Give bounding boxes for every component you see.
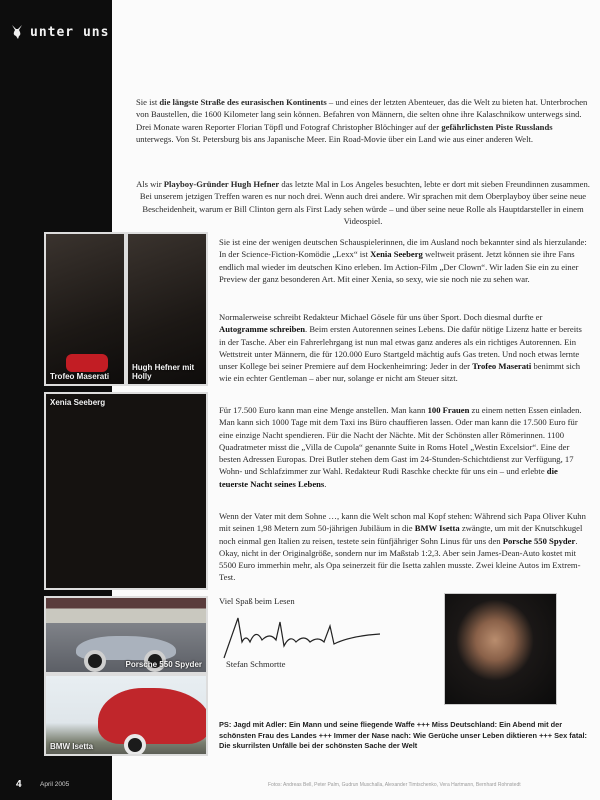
body-paragraph-rome: Für 17.500 Euro kann man eine Menge anstellen. Man kann 100 Frauen zu einem netten Essen einladen. Man kann sich 1000 Tage mit dem Taxi ins Büro chauffieren lassen. Oder man kann die 17.500 Euro für eine einzige Nacht spendieren. Für die Nacht der Nächte. Mit der Schönsten aller Römerinnen. 1100 Quadratmeter misst die „Villa de Cupola“ genannte Suite in Roms Hotel „Westin Excelsior“. Eine der besten Adressen Europas. Drei Butler stehen dem Gast im 24-Stunden-Schichtdienst zur Verfügung, 17 Wohn- und Schlafzimmer zur Wahl. Redakteur Rudi Raschke checkte für uns ein – und erlebte die teuerste Nacht seines Lebens. — [219, 405, 582, 489]
issue-date: April 2005 — [40, 781, 70, 788]
section-header — [10, 24, 109, 40]
caption-isetta: BMW Isetta — [50, 742, 94, 751]
racing-shoe-shape — [66, 354, 108, 372]
caption-xenia: Xenia Seeberg — [50, 398, 106, 407]
ps-teaser: PS: Jagd mit Adler: Ein Mann und seine fliegende Waffe +++ Miss Deutschland: Ein Abend mit der schönsten Frau des Landes +++ Immer der Nase nach: Wie Gerüche unser Leben diktieren +++ Sex fatal: Die skurrilsten Unfälle bei der schönsten Sache der Welt — [219, 720, 587, 750]
photo-bmw-isetta — [44, 674, 208, 756]
section-title: unter uns — [30, 24, 110, 40]
editor-portrait — [444, 593, 557, 705]
intro-paragraph-1: Sie ist die längste Straße des eurasischen Kontinents – und eines der letzten Abenteuer, das die Welt zu bieten hat. Unterbrochen von Baustellen, die 1600 Kilometer lang sein können. Befahren von Männern, die selten ohne ihre Kalaschnikow unterwegs sind. Drei Monate waren Reporter Florian Töpfl und Fotograf Christopher Blöchinger auf der gefährlichsten Piste Russlands unterwegs. Von St. Petersburg bis ans Japanische Meer. Ein Road-Movie über ein Land wie aus einer anderen Welt. — [136, 97, 588, 144]
isetta-car-shape — [98, 688, 208, 744]
playboy-bunny-icon — [10, 24, 24, 40]
intro-paragraph-2: Als wir Playboy-Gründer Hugh Hefner das letzte Mal in Los Angeles besuchten, lebte er dort mit sieben Freundinnen zusammen. Bei unserem jetzigen Treffen waren es nur noch drei. Wenn auch drei andere. Wir sprachen mit dem Oberplayboy über seine neue Bescheidenheit, warum er Bill Clinton gern als First Lady sehen würde – und über seine neue Rolle als Hauptdarsteller in einem Videospiel. — [136, 179, 590, 226]
editor-name: Stefan Schmortte — [226, 659, 286, 669]
photo-xenia-seeberg-placeholder — [44, 392, 208, 590]
photo-trofeo-maserati — [44, 232, 126, 386]
caption-hefner: Hugh Hefner mit Holly — [132, 363, 195, 381]
caption-trofeo: Trofeo Maserati — [50, 372, 110, 381]
body-paragraph-cars: Wenn der Vater mit dem Sohne …, kann die Welt schon mal Kopf stehen: Während sich Papa Oliver Kuhn mit seinen 1,98 Metern zum 50-jährigen Jubiläum in die BMW Isetta zwängte, um mit der Knutschkugel noch einmal gen Italien zu reisen, testete sein fünfjähriger Sohn Linus für uns den Porsche 550 Spyder. Okay, nicht in der Originalgröße, sondern nur im Maßstab 1:2,3. Aber sein James-Dean-Auto kostet mit 5500 Euro immerhin mehr, als Opa seinerzeit für die Isetta zahlen musste. Zwei kleine Autos im Extrem-Test. — [219, 511, 586, 583]
signature-icon — [220, 612, 390, 660]
caption-porsche: Porsche 550 Spyder — [125, 660, 202, 669]
signoff-greeting: Viel Spaß beim Lesen — [219, 596, 295, 606]
page-number: 4 — [16, 779, 22, 790]
photo-porsche-550-spyder — [44, 596, 208, 674]
photo-hugh-hefner — [126, 232, 208, 386]
body-paragraph-maserati: Normalerweise schreibt Redakteur Michael Gösele für uns über Sport. Doch diesmal durfte er Autogramme schreiben. Beim ersten Autorennen seines Lebens. Die dafür nötige Lizenz hatte er bereits in der Tasche. Aber ein Fahrerlehrgang ist nun mal etwas ganz anderes als ein richtiges Autorennen. Ein Wettstreit unter Männern, die für 120.000 Euro Startgeld mächtig aufs Gas treten. Und noch etwas lernte unser Kollege bei seiner Premiere auf dem Hockenheimring: Jeder in der Trofeo Maserati benimmt sich wie ein echter Gentleman – aber nur, solange er nicht am Steuer sitzt. — [219, 312, 582, 384]
photo-credits: Fotos: Andreas Bell, Peter Palm, Gudrun Muschalla, Alexander Timtschenko, Vera Hartmann, Bernhard Rohnstedt — [268, 782, 521, 788]
body-paragraph-xenia: Sie ist eine der wenigen deutschen Schauspielerinnen, die im Ausland noch bekannter sind als hierzulande: In der Science-Fiction-Komödie „Lexx“ ist Xenia Seeberg weltweit präsent. Jetzt können sie ihre Fans endlich mal wieder im deutschen Kino erleben. Im Action-Film „Der Clown“. Wir laden Sie ein zu einer Preview der ganz besonderen Art. Mit einer Xenia, so sexy, wie sie noch nie zu sehen war. — [219, 237, 587, 284]
